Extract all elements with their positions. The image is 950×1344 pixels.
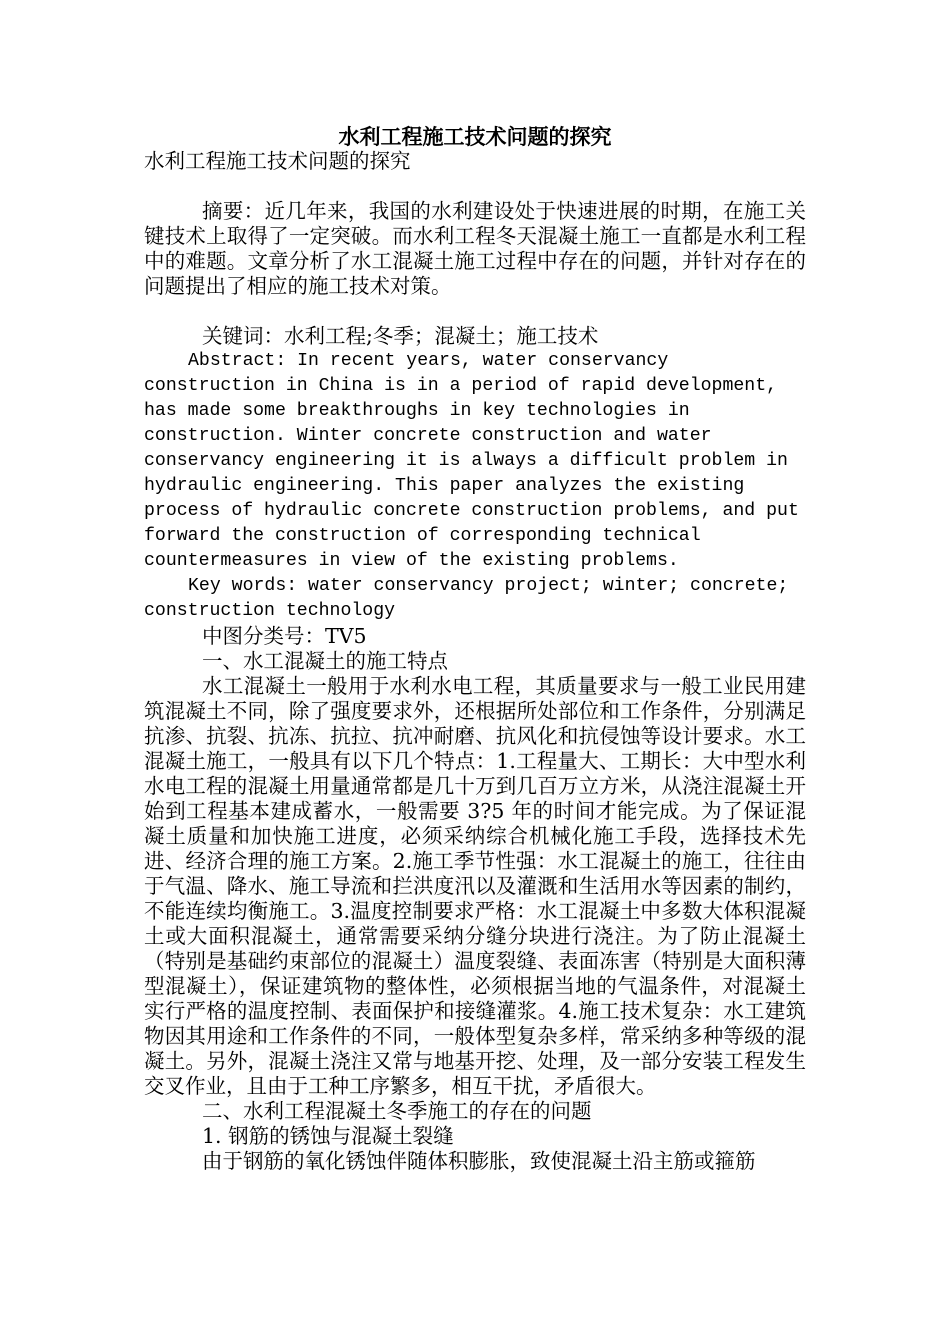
- classification-number: 中图分类号：TV5: [202, 624, 367, 648]
- document-title: 水利工程施工技术问题的探究: [338, 124, 612, 149]
- keywords-chinese: 关键词：水利工程;冬季；混凝土；施工技术: [202, 324, 599, 348]
- section-1-body: 水工混凝土一般用于水利水电工程，其质量要求与一般工业民用建筑混凝土不同，除了强度要求外，还根据所处部位和工作条件，分别满足抗渗、抗裂、抗冻、抗拉、抗冲耐磨、抗风化和抗侵蚀等设计要求。水工混凝土施工，一般具有以下几个特点：1.工程量大、工期长：大中型水利水电工程的混凝土用量通常都是几十万到几百万立方米，从浇注混凝土开始到工程基本建成蓄水，一般需要 3?5 年的时间才能完成。为了保证混凝土质量和加快施工进度，必须采纳综合机械化施工手段，选择技术先进、经济合理的施工方案。2.施工季节性强：水工混凝土的施工，往往由于气温、降水、施工导流和拦洪度汛以及灌溉和生活用水等因素的制约，不能连续均衡施工。3.温度控制要求严格：水工混凝土中多数大体积混凝土或大面积混凝土，通常需要采纳分缝分块进行浇注。为了防止混凝土（特别是基础约束部位的混凝土）温度裂缝、表面冻害（特别是大面积薄型混凝土），保证建筑物的整体性，必须根据当地的气温条件，对混凝土实行严格的温度控制、表面保护和接缝灌浆。4.施工技术复杂：水工建筑物因其用途和工作条件的不同，一般体型复杂多样，常采纳多种等级的混凝土。另外，混凝土浇注又常与地基开挖、处理，及一部分安装工程发生交叉作业，且由于工种工序繁多，相互干扰，矛盾很大。: [144, 674, 806, 1098]
- section-2-subheading: 1. 钢筋的锈蚀与混凝土裂缝: [202, 1124, 454, 1148]
- abstract-chinese: 摘要：近几年来，我国的水利建设处于快速进展的时期，在施工关键技术上取得了一定突破。而水利工程冬天混凝土施工一直都是水利工程中的难题。文章分析了水工混凝土施工过程中存在的问题，并针对存在的问题提出了相应的施工技术对策。: [144, 199, 806, 298]
- section-1-heading: 一、水工混凝土的施工特点: [202, 649, 448, 673]
- keywords-english: Key words: water conservancy project; winter; concrete; construction technology: [144, 576, 789, 621]
- document-body: [144, 149, 806, 1174]
- section-2-heading: 二、水利工程混凝土冬季施工的存在的问题: [202, 1099, 592, 1123]
- blank-line: [144, 174, 806, 199]
- section-2-body: 由于钢筋的氧化锈蚀伴随体积膨胀，致使混凝土沿主筋或箍筋: [202, 1149, 756, 1173]
- blank-line: [144, 299, 806, 324]
- document-subtitle: 水利工程施工技术问题的探究: [144, 149, 411, 173]
- abstract-english: Abstract: In recent years, water conservancy construction in China is in a period of rapid development, has made some breakthroughs in key technologies in construction. Winter concrete construction and water conservancy engineering it is always a difficult problem in hydraulic engineering. This paper analyzes the existing process of hydraulic concrete construction problems, and put forward the construction of corresponding technical countermeasures in view of the existing problems.: [144, 351, 799, 571]
